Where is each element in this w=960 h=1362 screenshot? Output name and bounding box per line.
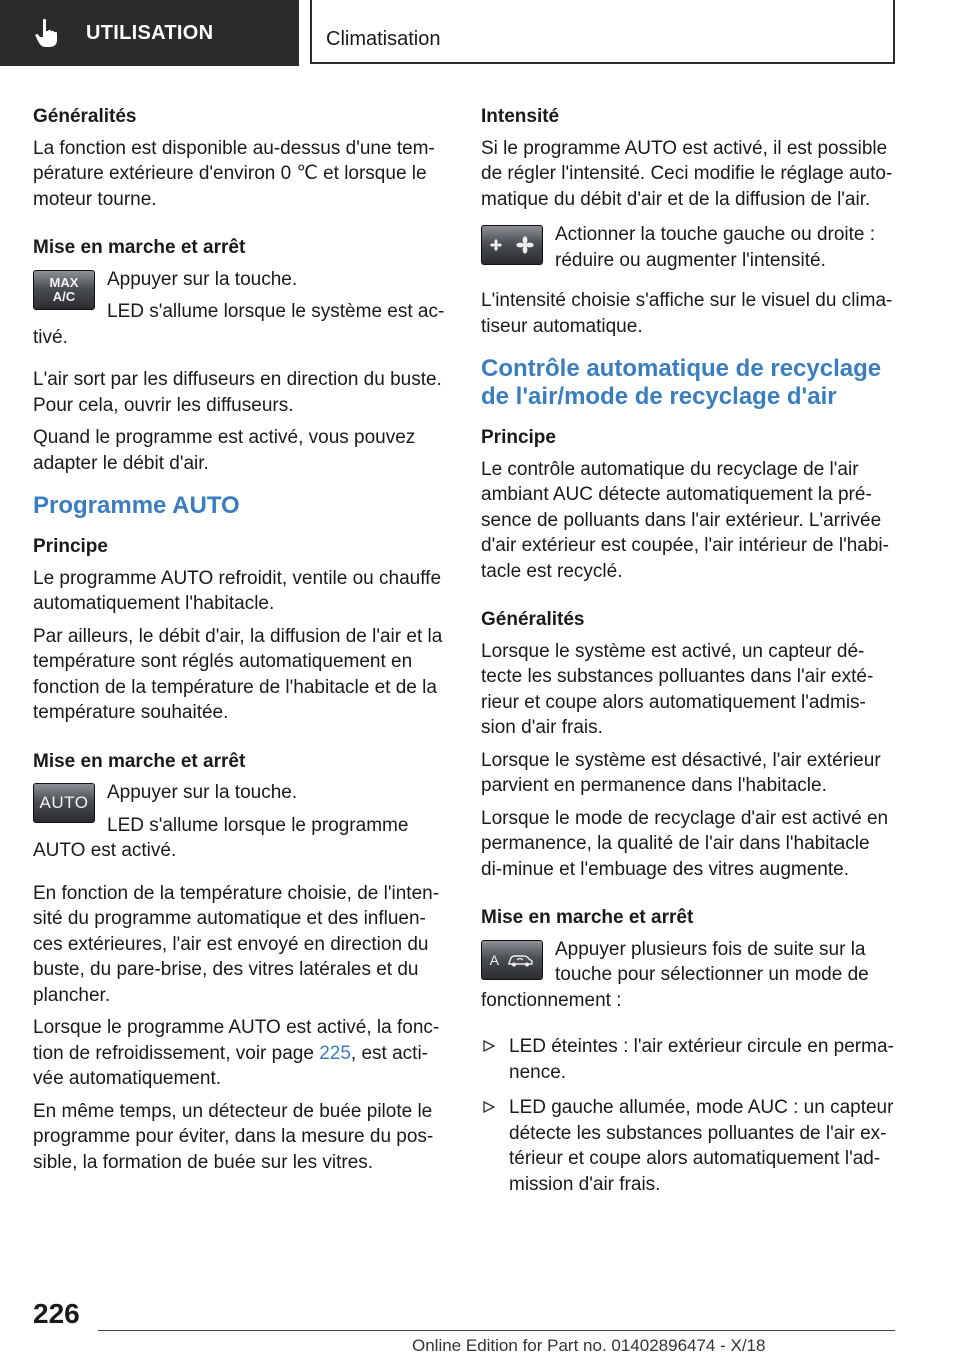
- paragraph: L'intensité choisie s'affiche sur le visuel du clima-tiseur automatique.: [481, 290, 893, 337]
- footer-divider: [98, 1330, 895, 1331]
- auto-button-image: AUTO: [33, 783, 95, 823]
- pointing-hand-icon: [34, 18, 60, 48]
- section-heading-auto: Programme AUTO: [33, 492, 240, 519]
- paragraph: Le contrôle automatique du recyclage de l'air ambiant AUC détecte automatiquement la pré-sence de polluants dans l'air extérieur. L'arrivée d'air extérieur est coupée, l'air intérieur de l'habi-tacle est recyclé.: [481, 458, 889, 582]
- auto-instruction: [33, 780, 447, 871]
- left-column: [33, 104, 447, 1182]
- auto-letter: A: [489, 951, 499, 968]
- page-number: 226: [33, 1298, 80, 1329]
- paragraph: L'air sort par les diffuseurs en direction du buste. Pour cela, ouvrir les diffuseurs.: [33, 369, 442, 416]
- edition-footer: Online Edition for Part no. 01402896474 - X/18: [412, 1336, 766, 1355]
- recirculation-button-image: [481, 940, 543, 980]
- paragraph: LED s'allume lorsque le système est ac-tivé.: [33, 301, 445, 348]
- paragraph: En même temps, un détecteur de buée pilote le programme pour éviter, dans la mesure du pos-sible, la formation de buée sur les vitres.: [33, 1100, 434, 1173]
- section-heading-recyclage: Contrôle automatique de recyclage de l'air/mode de recyclage d'air: [481, 355, 882, 410]
- paragraph: En fonction de la température choisie, de l'inten-sité du programme automatique et des influen-ces extérieures, l'air est envoyé en direction du buste, du pare-brise, des vitres latérales et du plancher.: [33, 882, 440, 1006]
- intensity-instruction: [481, 222, 895, 280]
- recirculation-instruction: [481, 937, 895, 1021]
- paragraph: Lorsque le programme AUTO est activé, la fonc-tion de refroidissement, voir page 225, est acti-vée automatiquement.: [33, 1017, 440, 1089]
- page-title: Climatisation: [326, 28, 441, 50]
- heading-generalites: Généralités: [481, 609, 585, 630]
- paragraph: Quand le programme est activé, vous pouvez adapter le débit d'air.: [33, 427, 416, 474]
- heading-principe: Principe: [481, 427, 556, 448]
- paragraph: Appuyer sur la touche.: [107, 782, 298, 803]
- triangle-right-icon: [483, 1101, 495, 1113]
- car-recirculation-icon: [506, 952, 534, 968]
- paragraph: La fonction est disponible au-dessus d'une tem-pérature extérieure d'environ 0 ℃ et lorsque le moteur tourne.: [33, 137, 435, 210]
- heading-intensite: Intensité: [481, 106, 560, 127]
- section-label: UTILISATION: [86, 21, 214, 44]
- triangle-right-icon: [483, 1040, 495, 1052]
- paragraph: Appuyer plusieurs fois de suite sur la touche pour sélectionner un mode de fonctionnement :: [481, 938, 869, 1011]
- intensity-buttons-image: [481, 225, 543, 265]
- paragraph: LED s'allume lorsque le programme AUTO est activé.: [33, 814, 409, 861]
- list-item: LED gauche allumée, mode AUC : un capteur détecte les substances polluantes de l'air ex-térieur et coupe alors automatiquement l'ad-mission d'air frais.: [481, 1095, 895, 1197]
- section-tab: [0, 0, 299, 66]
- max-ac-instruction: [33, 267, 447, 358]
- paragraph: Par ailleurs, le débit d'air, la diffusion de l'air et la température sont réglés automatiquement en fonction de la température de l'habitacle et de la température souhaitée.: [33, 625, 443, 723]
- list-item: LED éteintes : l'air extérieur circule en perma-nence.: [481, 1034, 895, 1085]
- heading-marche-arret: Mise en marche et arrêt: [481, 907, 694, 928]
- paragraph: Lorsque le mode de recyclage d'air est activé en permanence, la qualité de l'air dans l'habitacle di-minue et l'embuage des vitres augmente.: [481, 807, 889, 880]
- paragraph: Lorsque le système est activé, un capteur dé-tecte les substances polluantes dans l'air exté-rieur et coupe alors automatiquement l'admis-sion d'air frais.: [481, 640, 874, 738]
- fan-icon: [516, 236, 534, 254]
- paragraph: Lorsque le système est désactivé, l'air extérieur parvient en permanence dans l'habitacle.: [481, 749, 881, 796]
- right-column: [481, 104, 895, 1207]
- paragraph: Si le programme AUTO est activé, il est possible de régler l'intensité. Ceci modifie le réglage auto-matique du débit d'air et de la diffusion de l'air.: [481, 137, 893, 210]
- paragraph: Actionner la touche gauche ou droite : réduire ou augmenter l'intensité.: [555, 224, 876, 271]
- heading-marche-arret: Mise en marche et arrêt: [33, 237, 246, 258]
- max-ac-button-image: MAX A/C: [33, 270, 95, 310]
- paragraph: Le programme AUTO refroidit, ventile ou chauffe automatiquement l'habitacle.: [33, 567, 442, 614]
- heading-principe: Principe: [33, 536, 108, 557]
- fan-icon: [490, 239, 502, 251]
- heading-marche-arret: Mise en marche et arrêt: [33, 750, 246, 772]
- heading-generalites: Généralités: [33, 106, 137, 127]
- paragraph: Appuyer sur la touche.: [107, 268, 298, 290]
- page-link[interactable]: 225: [319, 1042, 351, 1064]
